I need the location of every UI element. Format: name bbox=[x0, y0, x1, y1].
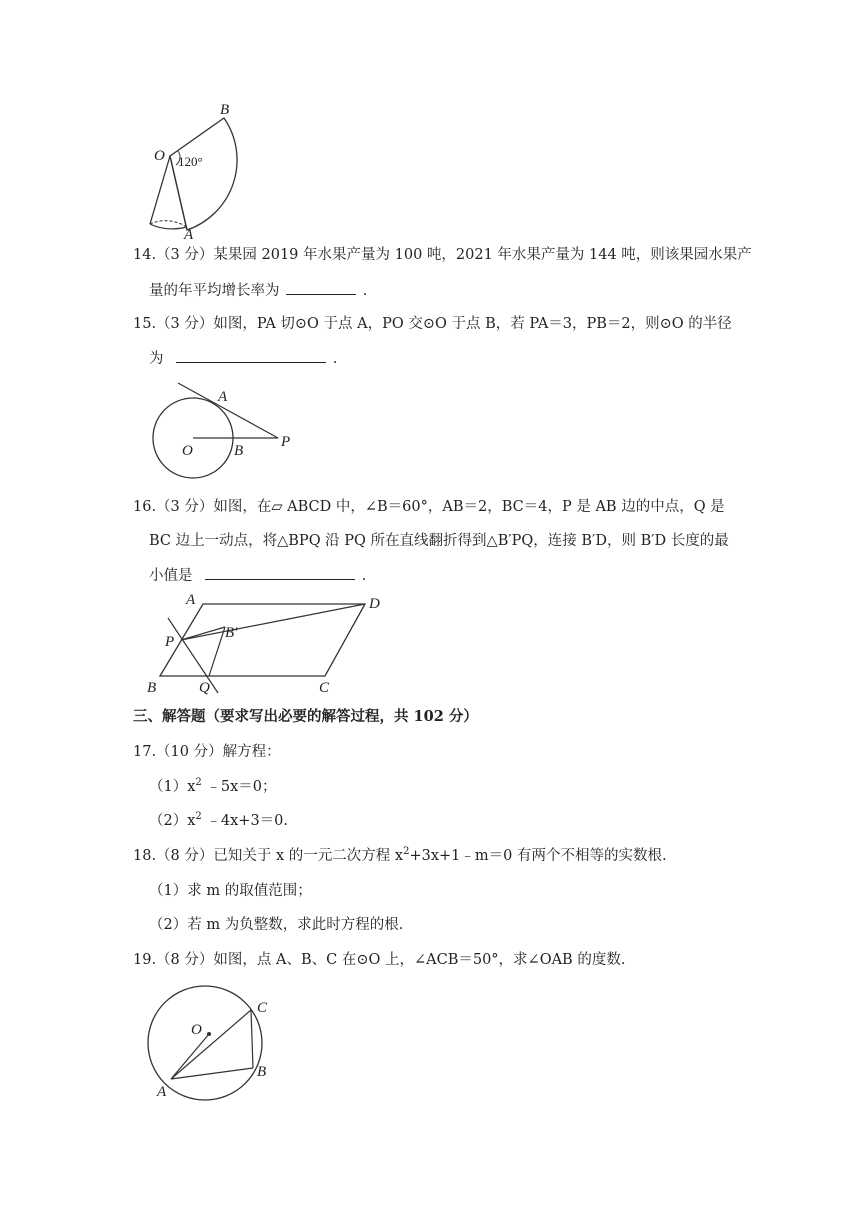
label-c: C bbox=[257, 1000, 268, 1016]
cone-sector-figure bbox=[140, 98, 250, 243]
label-b-prime: B′ bbox=[225, 625, 238, 641]
label-b: B bbox=[220, 102, 230, 118]
center-point bbox=[207, 1032, 211, 1036]
q14-line2 bbox=[149, 279, 367, 302]
q15-line1: 15.（3 分）如图，PA 切⊙O 于点 A，PO 交⊙O 于点 B，若 PA＝3，PB＝2，则⊙O 的半径 bbox=[133, 316, 732, 332]
q15-tail-before: 为 bbox=[149, 351, 164, 367]
q16-tail-after: . bbox=[361, 568, 367, 584]
q15-answer-blank[interactable] bbox=[176, 347, 326, 363]
segment-cb bbox=[251, 1010, 253, 1068]
q14-tail-before: 量的年平均增长率为 bbox=[149, 283, 280, 299]
label-o: O bbox=[154, 148, 165, 164]
parallelogram-abcd bbox=[160, 604, 365, 676]
label-o: O bbox=[182, 443, 193, 459]
q15-tail-after: . bbox=[332, 351, 338, 367]
cone-base-front bbox=[150, 224, 187, 229]
q19-head: 19.（8 分）如图，点 A、B、C 在⊙O 上，∠ACB＝50°，求∠OAB 的度数. bbox=[133, 952, 626, 968]
segment-ac bbox=[171, 1010, 251, 1079]
q18-part2: （2）若 m 为负整数，求此时方程的根. bbox=[149, 917, 404, 933]
label-a: A bbox=[186, 592, 196, 608]
sector-outline bbox=[170, 118, 237, 230]
fold-line-pq bbox=[168, 618, 218, 693]
label-a: A bbox=[184, 227, 194, 243]
q16-answer-blank[interactable] bbox=[205, 564, 355, 580]
label-b: B bbox=[234, 443, 244, 459]
label-a: A bbox=[218, 389, 228, 405]
q18-part1: （1）求 m 的取值范围； bbox=[149, 883, 312, 899]
q14-line1: 14.（3 分）某果园 2019 年水果产量为 100 吨，2021 年水果产量为 144 吨，则该果园水果产 bbox=[133, 247, 752, 263]
q16-line3 bbox=[149, 564, 366, 587]
label-p: P bbox=[281, 434, 291, 450]
tangent-figure bbox=[150, 378, 300, 483]
q16-line1: 16.（3 分）如图，在▱ ABCD 中，∠B＝60°，AB＝2，BC＝4，P 是 AB 边的中点，Q 是 bbox=[133, 499, 725, 515]
inscribed-angle-figure bbox=[145, 992, 280, 1100]
q17-part2: $(2)x^2$ ﹣4x+3＝0. bbox=[149, 811, 289, 829]
label-angle: 120° bbox=[178, 154, 203, 169]
label-d: D bbox=[369, 596, 380, 612]
segment-ab bbox=[171, 1068, 253, 1079]
q14-answer-blank[interactable] bbox=[286, 279, 356, 295]
parallelogram-figure bbox=[140, 590, 390, 702]
label-c: C bbox=[319, 680, 330, 696]
label-a: A bbox=[157, 1084, 167, 1100]
q14-tail-after: . bbox=[362, 283, 368, 299]
segment-pd bbox=[181, 604, 365, 640]
label-o: O bbox=[191, 1022, 202, 1038]
cone-left-edge bbox=[150, 156, 170, 224]
q15-line2 bbox=[149, 347, 337, 370]
label-b: B bbox=[147, 680, 157, 696]
q16-line2: BC 边上一动点，将△BPQ 沿 PQ 所在直线翻折得到△B′PQ，连接 B′D，则 B′D 长度的最 bbox=[149, 533, 729, 549]
section-3-heading: 三、解答题（要求写出必要的解答过程，共 102 分） bbox=[133, 708, 478, 725]
label-q: Q bbox=[199, 680, 210, 696]
q17-head: 17.（10 分）解方程： bbox=[133, 744, 281, 760]
circle-o bbox=[148, 986, 262, 1100]
q16-tail-before: 小值是 bbox=[149, 568, 193, 584]
q18-head: 18.（8 分）已知关于 x 的一元二次方程 $x^2+3x+1﹣m=0$ 有两个不相等的实数根. bbox=[133, 846, 667, 864]
label-p: P bbox=[165, 634, 175, 650]
segment-oa bbox=[171, 1034, 209, 1079]
label-b: B bbox=[257, 1064, 267, 1080]
q17-part1: $(1)x^2$ ﹣5x＝0； bbox=[149, 777, 277, 795]
tangent-line bbox=[178, 383, 278, 438]
